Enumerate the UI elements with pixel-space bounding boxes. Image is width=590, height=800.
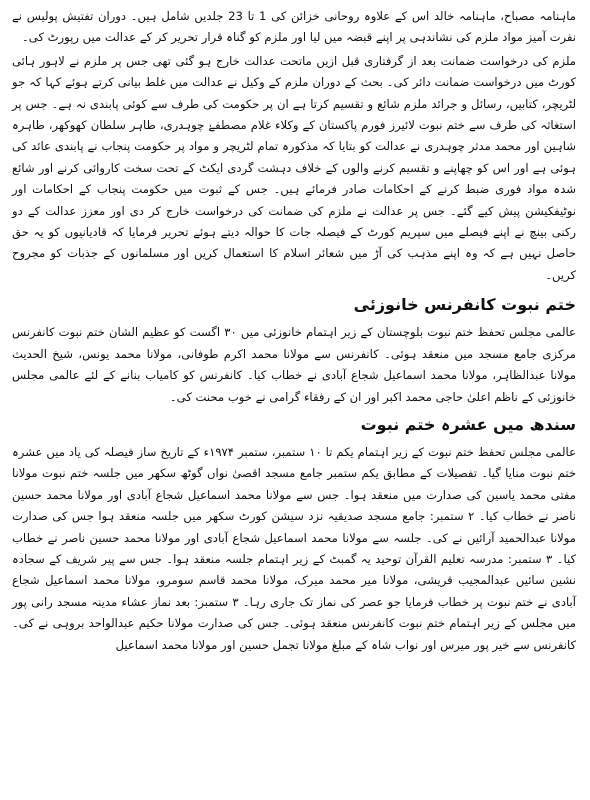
- paragraph-intro-1: ماہنامہ مصباح، ماہنامہ خالد اس کے علاوہ روحانی خزائن کی 1 تا 23 جلدیں شامل ہیں۔ دوران تفتیش پولیس نے نفرت آمیز مواد ملزم کی نشاندہی پر اپنے قبضہ میں لیا اور ملزم کو گناہ قرار تحریر کر کے عدالت میں رپورٹ کی۔: [12, 9, 576, 45]
- paragraph-khanozai: عالمی مجلس تحفظ ختم نبوت بلوچستان کے زیر اہتمام خانوزئی میں ۳۰ اگست کو عظیم الشان ختم نبوت کانفرنس مرکزی جامع مسجد میں منعقد ہوئی۔ کانفرنس سے مولانا محمد اکرم طوفانی، مولانا محمد یونس، شیخ الحدیث مولانا عبدالظاہر، مولانا محمد اسماعیل شجاع آبادی نے خطاب کیا۔ کانفرنس کو کامیاب بنانے کے لئے عالمی مجلس خانوزئی کے ناظم اعلیٰ حاجی محمد اکبر اور ان کے رفقاء گرامی نے خوب محنت کی۔: [12, 325, 576, 404]
- section-heading-khanozai: ختم نبوت کانفرنس خانوزئی: [353, 295, 576, 315]
- paragraph-intro-2: ملزم کی درخواست ضمانت بعد از گرفتاری قبل ازیں ماتحت عدالت خارج ہو گئی تھی جس پر ملزم نے لاہور ہائی کورٹ میں درخواست ضمانت دائر کی۔ بحث کے دوران ملزم کے وکیل نے عدالت میں غلط بیانی کرتے ہوئے کہا کہ جو لٹریچر، کتابیں، رسائل و جرائد ملزم شائع و تقسیم کرتا ہے ان پر حکومت کی طرف سے کوئی پابندی نہ ہے۔ جس پر استغاثہ کی طرف سے ختم نبوت لائیرز فورم پاکستان کے وکلاء غلام مصطفےٰ چوہدری، طاہر سلطان کھوکھر، طاہرہ شاہین اور محمد مدثر چوہدری نے عدالت کو بتایا کہ مذکورہ تمام لٹریچر و مواد پر حکومت پنجاب نے پابندی عائد کی ہوئی ہے اور اس کو چھاپنے و تقسیم کرنے والوں کے خلاف دہشت گردی ایکٹ کے تحت سخت کاروائی کرنے اور شائع شدہ مواد فوری ضبط کرنے کے احکامات صادر فرمائے ہیں۔ جس کے ثبوت میں حکومت پنجاب کے احکامات اور نوٹیفکیشن پیش کیے گئے۔ جس پر عدالت نے ملزم کی ضمانت کی درخواست خارج کر دی اور معزز عدالت کے دو رکنی بینچ نے اپنے فیصلے میں سپریم کورٹ کے فیصلہ جات کا حوالہ دیتے ہوئے تحریر فرمایا کہ قادیانیوں کو یہ حق حاصل نہیں ہے کہ وہ اپنے مذہب کی آڑ میں شعائر اسلام کا استعمال کریں اور مسلمانوں کے جذبات کو مجروح کریں۔: [12, 53, 576, 282]
- paragraph-sindh: عالمی مجلس تحفظ ختم نبوت کے زیر اہتمام یکم تا ۱۰ ستمبر، ستمبر ۱۹۷۴ء کے تاریخ ساز فیصلہ کی یاد میں عشرہ ختم نبوت منایا گیا۔ تفصیلات کے مطابق یکم ستمبر جامع مسجد اقصیٰ نواں گوٹھ سکھر میں جلسہ ختم نبوت مولانا مفتی محمد یاسین کی صدارت میں منعقد ہوا۔ جس سے مولانا محمد اسماعیل شجاع آبادی اور مولانا محمد حسین ناصر نے خطاب کیا۔ ۲ ستمبر: جامع مسجد صدیقیہ نزد سیشن کورٹ سکھر میں جلسہ منعقد ہوا جس کی صدارت مولانا عبدالحمید آرائیں نے کی۔ جلسہ سے مولانا محمد اسماعیل شجاع آبادی اور مولانا محمد حسین ناصر نے خطاب کیا۔ ۳ ستمبر: مدرسہ تعلیم القرآن توحید یہ گمبٹ کے زیر اہتمام جلسہ منعقد ہوا۔ جس سے پیر شریف کے سجادہ نشین سائیں عبدالمجیب قریشی، مولانا میر محمد میرک، مولانا محمد قاسم سومرو، مولانا محمد اسماعیل شجاع آبادی نے ختم نبوت پر خطاب فرمایا جو عصر کی نماز تک جاری رہا۔ ۳ ستمبر: بعد نماز عشاء مدینہ مسجد رانی پور میں مجلس کے زیر اہتمام ختم نبوت کانفرنس منعقد ہوئی۔ جس کی صدارت مولانا حکیم عبدالواحد بروہی نے کی۔ کانفرنس سے خیر پور میرس اور نواب شاہ کے مبلغ مولانا تجمل حسین اور مولانا محمد اسماعیل: [12, 444, 577, 652]
- section-heading-sindh: سندھ میں عشرہ ختم نبوت: [360, 414, 576, 434]
